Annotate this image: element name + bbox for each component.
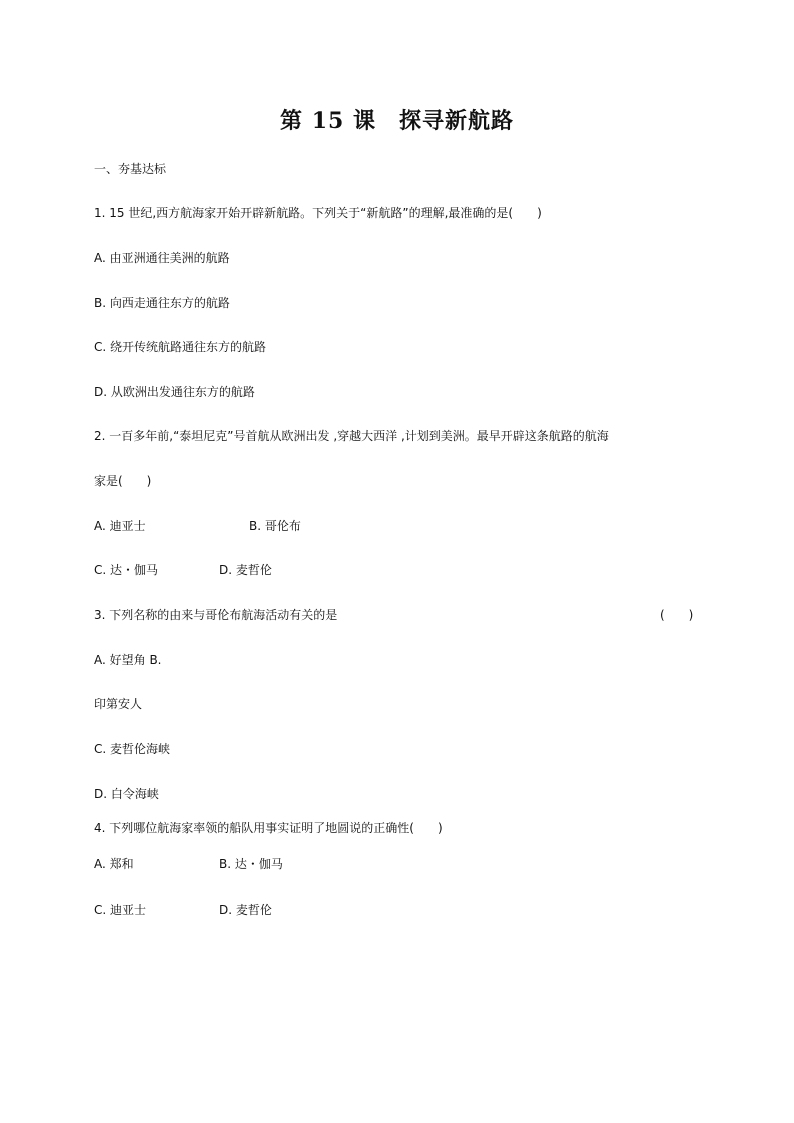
question-1-option-d: D. 从欧洲出发通往东方的航路 <box>94 385 255 399</box>
question-4-stem: 4. 下列哪位航海家率领的船队用事实证明了地圆说的正确性( ) <box>94 821 443 835</box>
question-3-option-d: D. 白令海峡 <box>94 787 159 801</box>
question-3-option-a-b: A. 好望角 B. <box>94 653 162 667</box>
question-1-stem: 1. 15 世纪,西方航海家开始开辟新航路。下列关于“新航路”的理解,最准确的是( ) <box>94 206 542 220</box>
question-2-stem-line2: 家是( ) <box>94 474 152 488</box>
question-4-option-a: A. 郑和 <box>94 857 134 871</box>
question-4-option-d: D. 麦哲伦 <box>219 903 272 917</box>
question-3-option-c: C. 麦哲伦海峡 <box>94 742 171 756</box>
question-4-option-c: C. 迪亚士 <box>94 903 147 917</box>
question-2-stem-line1: 2. 一百多年前,“泰坦尼克”号首航从欧洲出发 ,穿越大西洋 ,计划到美洲。最早开辟这条航路的航海 <box>94 429 609 443</box>
question-1-option-c: C. 绕开传统航路通往东方的航路 <box>94 340 267 354</box>
question-2-option-b: B. 哥伦布 <box>249 519 301 533</box>
question-3-stem: 3. 下列名称的由来与哥伦布航海活动有关的是 <box>94 608 338 622</box>
page-title: 第 15 课 探寻新航路 <box>280 108 514 134</box>
question-3-option-b-text: 印第安人 <box>94 697 143 711</box>
question-3-answer-paren: ( ) <box>660 608 694 622</box>
question-2-option-d: D. 麦哲伦 <box>219 563 272 577</box>
question-1-option-b: B. 向西走通往东方的航路 <box>94 296 230 310</box>
question-4-option-b: B. 达・伽马 <box>219 857 283 871</box>
question-2-option-a: A. 迪亚士 <box>94 519 146 533</box>
question-1-option-a: A. 由亚洲通往美洲的航路 <box>94 251 230 265</box>
section-heading: 一、夯基达标 <box>94 162 167 176</box>
question-2-option-c: C. 达・伽马 <box>94 563 159 577</box>
